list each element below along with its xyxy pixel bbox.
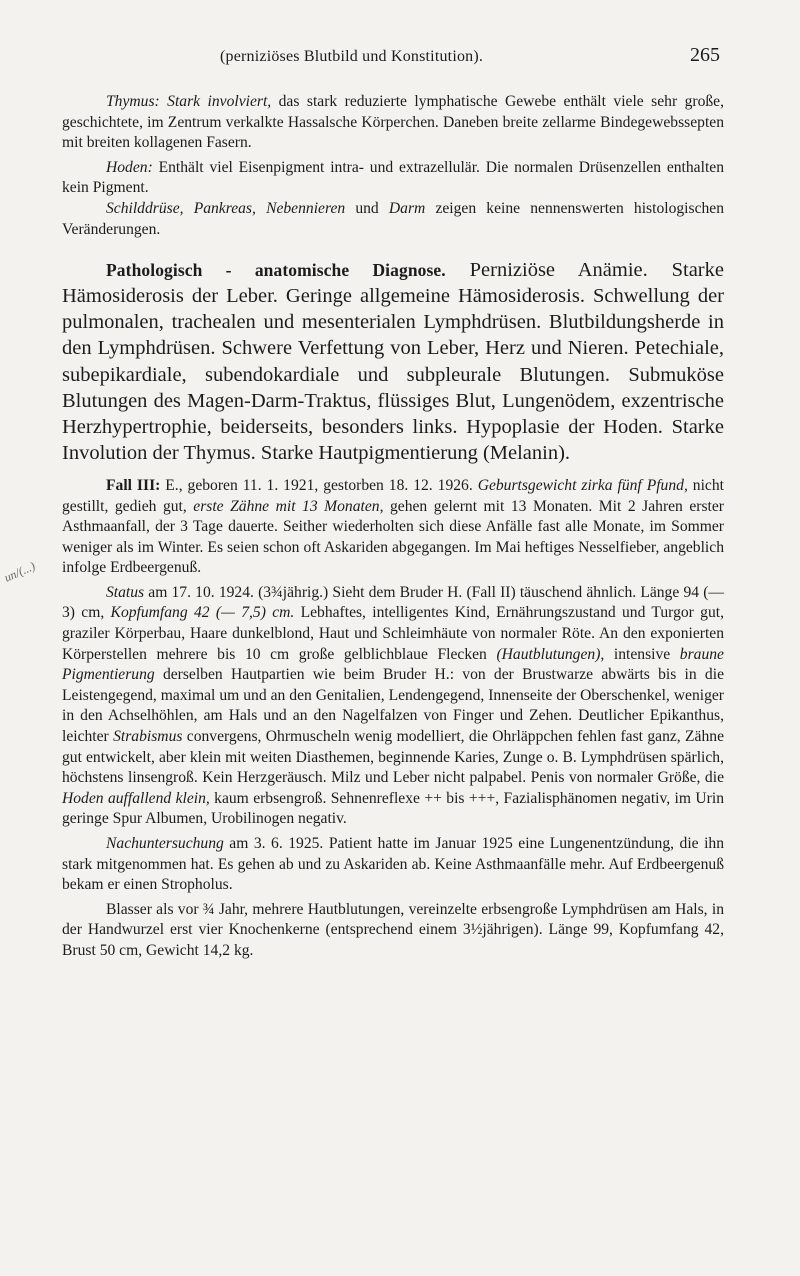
text-fall-3: gehen gelernt mit 13 Monaten. Mit 2 Jahren erster Asthmaanfall, der 3 Tage dauerte. Seither wiederholten sich diese Anfälle fast alle Monate, im Sommer weniger als im Winter. Es seien schon oft Askariden abgegangen. Im Mai heftiges Nesselfieber, angeblich infolge Erdbeergenuß. [62, 497, 724, 577]
label-darm: Darm [388, 199, 426, 217]
paragraph-diagnose [62, 257, 724, 466]
text-schild-mid: und [345, 199, 389, 217]
text-status-4: derselben Hautpartien wie beim Bruder H.: von der Brustwarze abwärts bis in die Leistengegend, maximal um und an den Genitalien, Lendengegend, Innenseite der Oberschenkel, weniger in den Achselhöhlen, am Hals und an den Nagelfalzen von Finger und Zehen. Deutlicher Epikanthus, leichter [62, 666, 724, 746]
text-thymus: das stark reduzierte lymphatische Gewebe enthält viele sehr große, geschichtete, im Zentrum verkalkte Hassalsche Körperchen. Daneben breite zellarme Bindegewebssepten mit breiten kollagenen Fasern. [62, 93, 724, 152]
label-status: Status [106, 583, 145, 601]
text-status-5: convergens, Ohrmuscheln wenig modelliert, die Ohrläppchen fehlen fast ganz, Zähne gut entwickelt, aber klein mit weiten Diasthemen, beginnende Karies, Zunge o. B. Lymphdrüsen spärlich, höchstens linsengroß. Kein Herzgeräusch. Milz und Leber nicht palpabel. Penis von normaler Größe, die [62, 728, 724, 787]
margin-annotation: un/(...) [2, 558, 38, 585]
text-nachuntersuchung: am 3. 6. 1925. Patient hatte im Januar 1925 eine Lungenentzündung, die ihn stark mitgenommen hat. Es gehen ab und zu Askariden ab. Keine Asthmaanfälle mehr. Auf Erdbeergenuß bekam er einen Stropholus. [62, 835, 724, 894]
text-fall-2: nicht gestillt, gedieh gut, [62, 476, 724, 515]
italic-strabismus: Strabismus [113, 728, 183, 746]
italic-pigmentierung: braune Pigmentierung [62, 645, 724, 684]
text-status-2: Lebhaftes, intelligentes Kind, Ernährungszustand und Turgor gut, graziler Körperbau, Haare dunkelblond, Haut und Schleimhäute von normaler Röte. An den exponierten Körperstellen mehrere bis 10 cm große gelblichblaue Flecken [62, 604, 724, 663]
text-schilddruese: zeigen keine nennenswerten histologischen Veränderungen. [62, 199, 725, 238]
italic-hoden-klein: Hoden auffallend klein, [62, 789, 210, 807]
paragraph-schilddruese [62, 199, 724, 240]
heading-diagnose: Pathologisch - anatomische Diagnose. [106, 260, 446, 281]
text-hoden: Enthält viel Eisenpigment intra- und extrazellulär. Die normalen Drüsenzellen enthalten kein Pigment. [62, 158, 724, 197]
italic-geburtsgewicht: Geburtsgewicht zirka fünf Pfund, [477, 476, 688, 494]
text-status-6: kaum erbsengroß. Sehnenreflexe ++ bis +++, Fazialisphänomen negativ, im Urin geringe Spur Albumen, Urobilinogen negativ. [62, 789, 724, 828]
text-diagnose: Perniziöse Anämie. Starke Hämosiderosis der Leber. Geringe allgemeine Hämosiderosis. Schwellung der pulmonalen, trachealen und mesenterialen Lymphdrüsen. Blutbildungsherde in den Lymphdrüsen. Schwere Verfettung von Leber, Herz und Nieren. Petechiale, subepikardiale, subendokardiale und subpleurale Blutungen. Submuköse Blutungen des Magen-Darm-Traktus, flüssiges Blut, Lungenödem, exzentrische Herzhypertrophie, beiderseits, besonders links. Hypoplasie der Hoden. Starke Involution der Thymus. Starke Hautpigmentierung (Melanin). [62, 259, 724, 464]
label-thymus: Thymus: Stark involviert, [106, 93, 272, 110]
label-nachuntersuchung: Nachuntersuchung [106, 835, 224, 852]
page-number: 265 [690, 44, 720, 66]
paragraph-nachuntersuchung [62, 834, 724, 896]
italic-kopfumfang: Kopfumfang 42 (— 7,5) cm. [110, 604, 295, 622]
page-header [60, 44, 720, 74]
label-schilddruese: Schilddrüse, Pankreas, Nebennieren [106, 199, 346, 217]
page-body [62, 92, 724, 962]
paragraph-status [62, 583, 724, 830]
text-status-1: am 17. 10. 1924. (3¾jährig.) Sieht dem Bruder H. (Fall II) täuschend ähnlich. Länge 94 (— 3) cm, [62, 583, 724, 622]
text-fall-1: E., geboren 11. 1. 1921, gestorben 18. 12. 1926. [160, 476, 478, 494]
paragraph-hoden [62, 158, 724, 199]
paragraph-fall-iii [62, 476, 724, 579]
paragraph-thymus [62, 92, 724, 154]
label-hoden: Hoden: [106, 158, 153, 176]
paragraph-blasser [62, 900, 724, 962]
text-blasser: Blasser als vor ¾ Jahr, mehrere Hautblutungen, vereinzelte erbsengroße Lymphdrüsen am Hals, in der Handwurzel erst vier Knochenkerne (entsprechend einem 3½jährigen). Länge 99, Kopfumfang 42, Brust 50 cm, Gewicht 14,2 kg. [62, 900, 724, 959]
italic-zaehne: erste Zähne mit 13 Monaten, [193, 497, 384, 515]
italic-hautblutungen: (Hautblutungen), [496, 645, 605, 663]
running-title: (perniziöses Blutbild und Konstitution). [220, 48, 484, 65]
text-status-3: intensive [604, 645, 680, 663]
heading-fall-iii: Fall III: [106, 476, 161, 494]
